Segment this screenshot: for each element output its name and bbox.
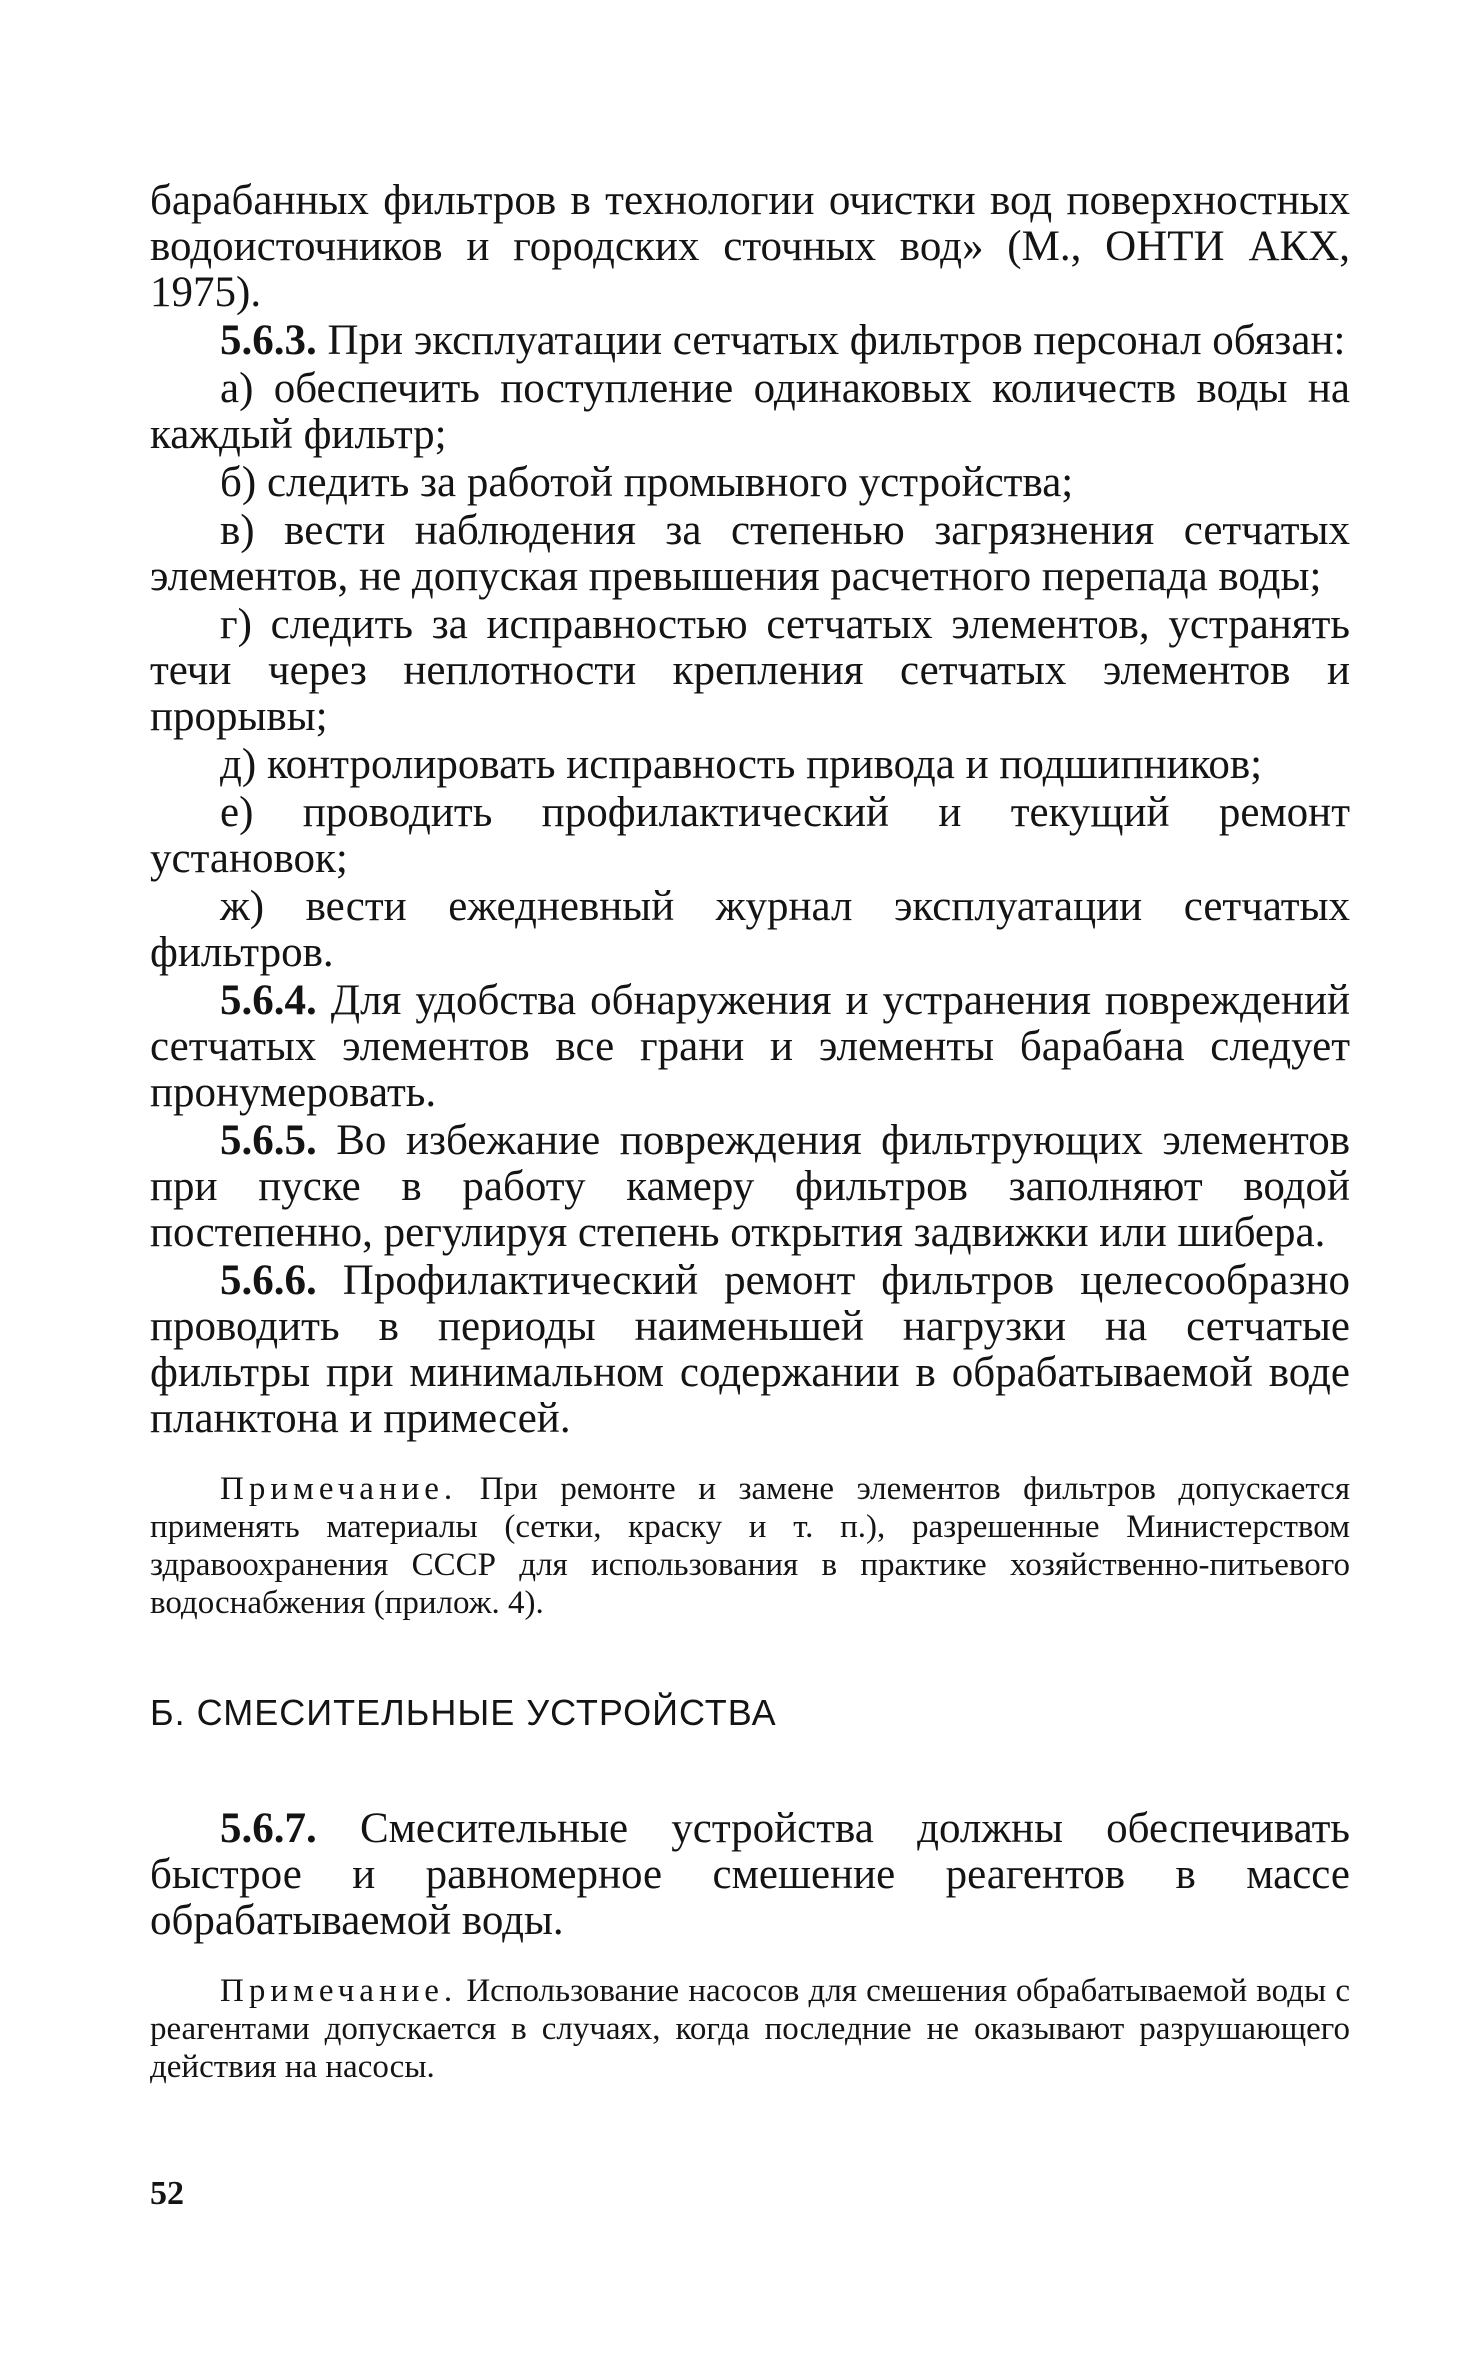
clause-number: 5.6.3.: [220, 317, 317, 364]
clause-number: 5.6.5.: [220, 1117, 317, 1164]
list-item-e: е) проводить профилактический и текущий ремонт установок;: [150, 789, 1350, 882]
list-item-b: б) следить за работой промывного устройства;: [220, 459, 1074, 506]
paragraph-5-6-6: [150, 1258, 1350, 1442]
paragraph-5-6-7: [150, 1806, 1350, 1944]
page-number: 52: [150, 2175, 184, 2212]
paragraph-5-6-3: [150, 318, 1350, 364]
note-pumps: [150, 1972, 1350, 2086]
document-page: [150, 178, 1350, 2086]
clause-text: При эксплуатации сетчатых фильтров персонал обязан:: [316, 317, 1346, 364]
note-label: Примечание.: [220, 1973, 458, 2009]
list-item-v: в) вести наблюдения за степенью загрязнения сетчатых элементов, не допуская превышения расчетного перепада воды;: [150, 507, 1350, 600]
paragraph-5-6-4: [150, 978, 1350, 1116]
list-item-zh: ж) вести ежедневный журнал эксплуатации сетчатых фильтров.: [150, 883, 1350, 976]
note-text: Использование насосов для смешения обрабатываемой воды с реагентами допускается в случаях, когда последние не оказывают разрушающего действия на насосы.: [150, 1973, 1350, 2085]
note-text: При ремонте и замене элементов фильтров допускается применять материалы (сетки, краску и т. п.), разрешенные Министерством здравоохранения СССР для использования в практике хозяйственно-питьевого водоснабжения (прилож. 4).: [150, 1471, 1350, 1621]
paragraph-5-6-5: [150, 1118, 1350, 1256]
list-item-g: г) следить за исправностью сетчатых элементов, устранять течи через неплотности крепления сетчатых элементов и прорывы;: [150, 601, 1350, 740]
paragraph-continuation: барабанных фильтров в технологии очистки вод поверхностных водоисточников и городских сточных вод» (М., ОНТИ АКХ, 1975).: [150, 177, 1350, 316]
clause-number: 5.6.4.: [220, 977, 317, 1024]
list-item-d: д) контролировать исправность привода и подшипников;: [220, 741, 1263, 788]
clause-number: 5.6.7.: [220, 1805, 317, 1852]
note-label: Примечание.: [220, 1471, 458, 1507]
section-heading: Б. СМЕСИТЕЛЬНЫЕ УСТРОЙСТВА: [150, 1692, 777, 1733]
clause-text: Смесительные устройства должны обеспечивать быстрое и равномерное смешение реагентов в массе обрабатываемой воды.: [150, 1805, 1350, 1944]
clause-text: Профилактический ремонт фильтров целесообразно проводить в периоды наименьшей нагрузки на сетчатые фильтры при минимальном содержании в обрабатываемой воде планктона и примесей.: [150, 1257, 1350, 1442]
clause-text: Для удобства обнаружения и устранения повреждений сетчатых элементов все грани и элементы барабана следует пронумеровать.: [150, 977, 1350, 1116]
clause-number: 5.6.6.: [220, 1257, 317, 1304]
note-repair-materials: [150, 1470, 1350, 1622]
list-item-a: а) обеспечить поступление одинаковых количеств воды на каждый фильтр;: [150, 365, 1350, 458]
clause-text: Во избежание повреждения фильтрующих элементов при пуске в работу камеру фильтров заполняют водой постепенно, регулируя степень открытия задвижки или шибера.: [150, 1117, 1350, 1256]
